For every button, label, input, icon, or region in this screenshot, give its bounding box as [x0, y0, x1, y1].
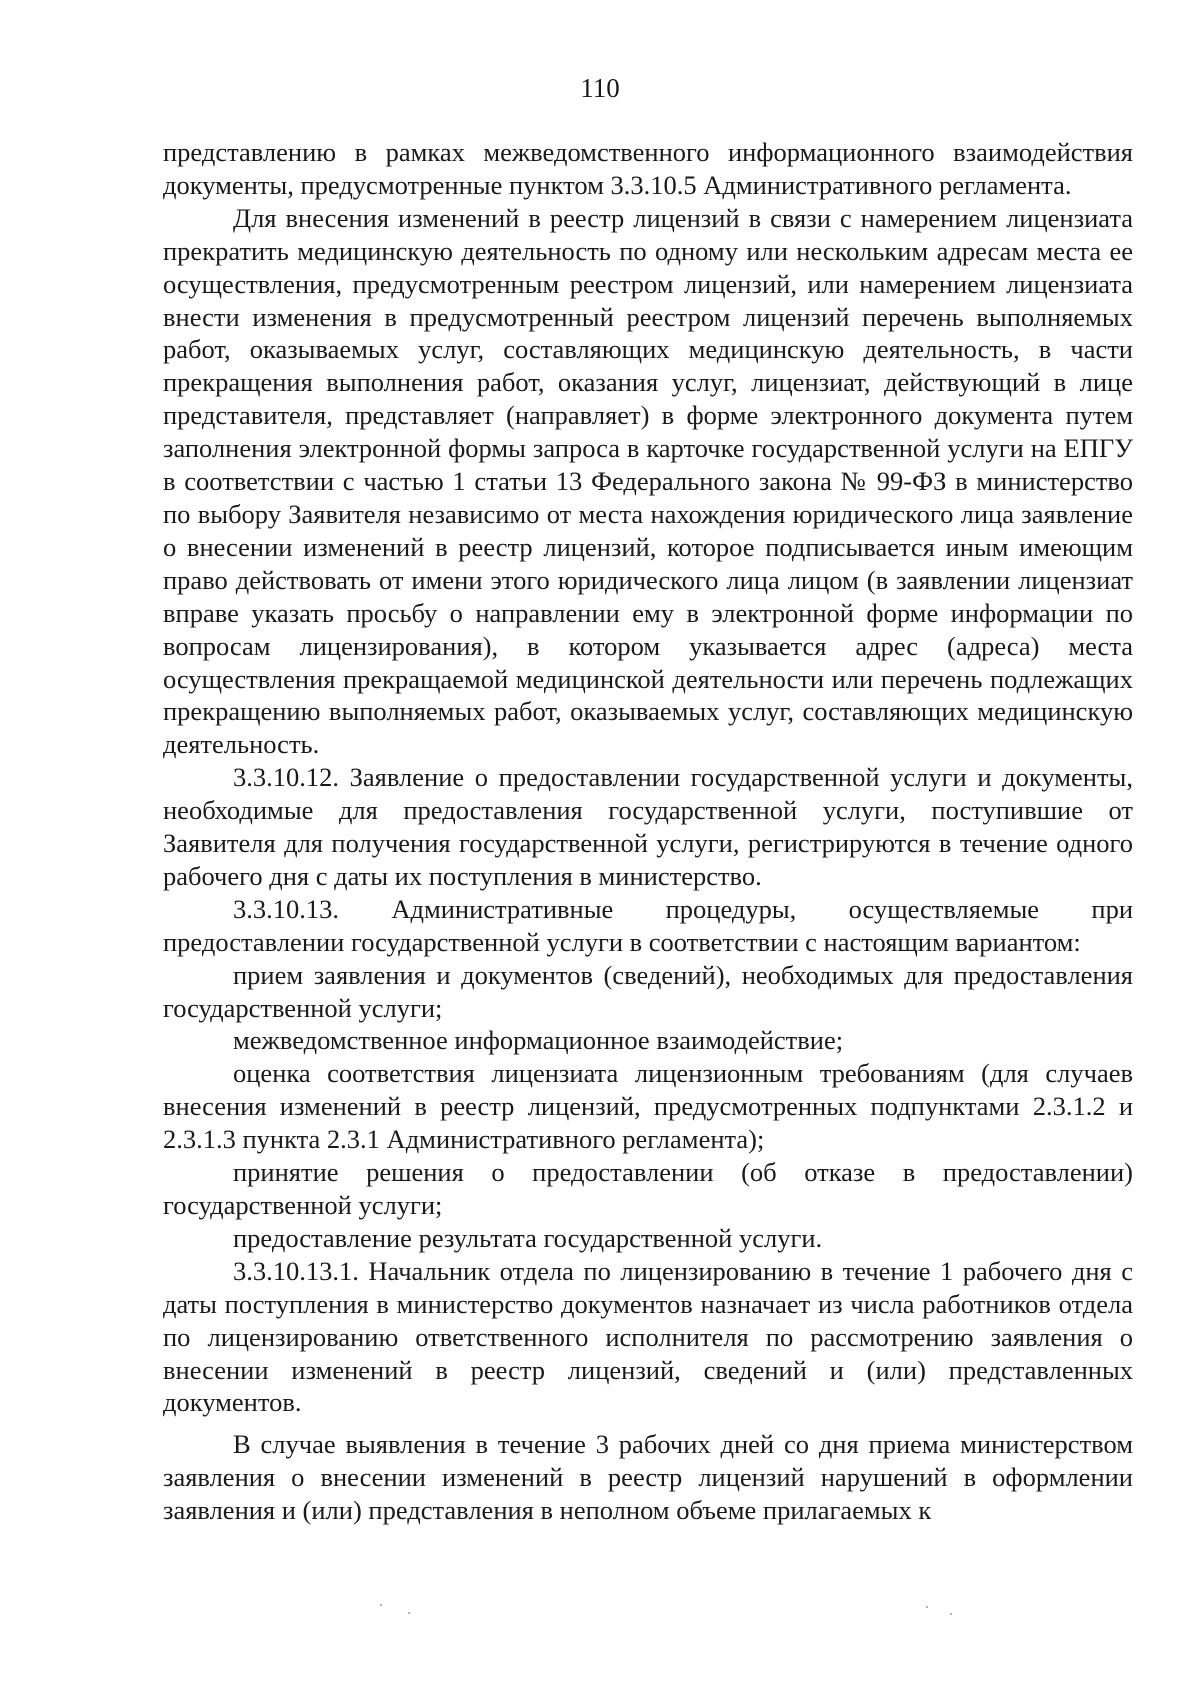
paragraph-section-3-3-10-13-1: 3.3.10.13.1. Начальник отдела по лицензированию в течение 1 рабочего дня с даты поступления в министерство документов назначает из числа работников отдела по лицензированию ответственного исполнителя по рассмотрению заявления о внесении изменений в реестр лицензий, сведений и (или) представленных документов.: [163, 1255, 1133, 1418]
paragraph-1: представлению в рамках межведомственного информационного взаимодействия документы, предусмотренные пунктом 3.3.10.5 Административного регламента.: [163, 137, 1133, 200]
paragraph-4-section-3-3-10-13: 3.3.10.13. Административные процедуры, осуществляемые при предоставлении государственной услуги в соответствии с настоящим вариантом:: [163, 893, 1133, 957]
list-item-reception: прием заявления и документов (сведений), необходимых для предоставления государственной услуги;: [163, 959, 1133, 1023]
paragraph-3-section-3-3-10-12: 3.3.10.12. Заявление о предоставлении государственной услуги и документы, необходимые для предоставления государственной услуги, поступившие от Заявителя для получения государственной услуги, регистрируются в течение одного рабочего дня с даты их поступления в министерство.: [163, 762, 1133, 891]
list-item-decision: принятие решения о предоставлении (об отказе в предоставлении) государственной услуги;: [163, 1157, 1133, 1220]
scan-artifact: [950, 1613, 952, 1615]
paragraph-last: В случае выявления в течение 3 рабочих дней со дня приема министерством заявления о внесении изменений в реестр лицензий нарушений в оформлении заявления и (или) представления в неполном объеме прилагаемых к: [163, 1429, 1133, 1526]
paragraph-2: Для внесения изменений в реестр лицензий в связи с намерением лицензиата прекратить медицинскую деятельность по одному или нескольким адресам места ее осуществления, предусмотренным реестром лицензий, или намерением лицензиата внести изменения в предусмотренный реестром лицензий перечень выполняемых работ, оказываемых услуг, составляющих медицинскую деятельность, в части прекращения выполнения работ, оказания услуг, лицензиат, действующий в лице представителя, представляет (направляет) в форме электронного документа путем заполнения электронной формы запроса в карточке государственной услуги на ЕПГУ в соответствии с частью 1 статьи 13 Федерального закона № 99-ФЗ в министерство по выбору Заявителя независимо от места нахождения юридического лица заявление о внесении изменений в реестр лицензий, которое подписывается иным имеющим право действовать от имени этого юридического лица лицом (в заявлении лицензиат вправе указать просьбу о направлении ему в электронной форме информации по вопросам лицензирования), в котором указывается адрес (адреса) места осуществления прекращаемой медицинской деятельности или перечень подлежащих прекращению выполняемых работ, оказываемых услуг, составляющих медицинскую деятельность.: [163, 202, 1133, 760]
list-item-result: предоставление результата государственной услуги.: [233, 1222, 823, 1253]
page-number: 110: [580, 73, 620, 103]
scan-artifact: [380, 1604, 382, 1606]
document-body: [163, 136, 1133, 1527]
list-item-interagency: межведомственное информационное взаимодействие;: [233, 1025, 844, 1056]
list-item-assessment: оценка соответствия лицензиата лицензионным требованиям (для случаев внесения изменений в реестр лицензий, предусмотренных подпунктами 2.3.1.2 и 2.3.1.3 пункта 2.3.1 Административного регламента);: [163, 1058, 1133, 1155]
scan-artifact: [926, 1606, 928, 1608]
scan-artifact: [408, 1612, 410, 1614]
